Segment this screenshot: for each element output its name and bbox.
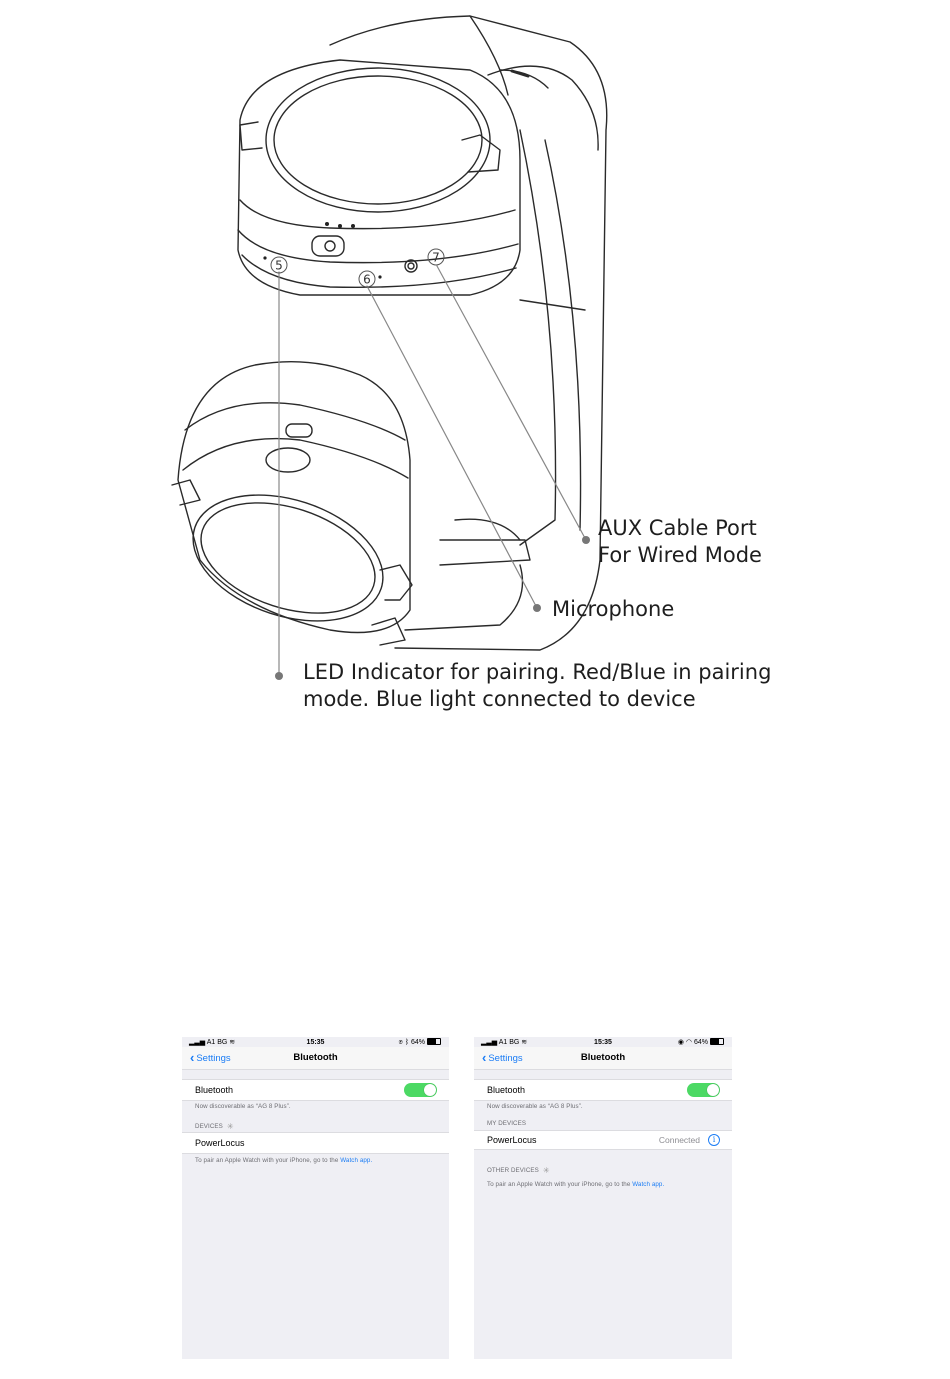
spinner-icon: ✳	[542, 1166, 550, 1175]
devices-section-header	[195, 1122, 234, 1131]
page-title: Bluetooth	[580, 1052, 626, 1063]
battery-icon	[710, 1038, 724, 1045]
discoverable-note: Now discoverable as “AG 8 Plus”.	[487, 1103, 583, 1110]
device-name: PowerLocus	[487, 1135, 537, 1145]
nav-bar	[474, 1047, 732, 1070]
device-status: Connected	[658, 1135, 700, 1145]
chevron-left-icon: ‹	[190, 1050, 195, 1065]
wifi-icon: ≋	[521, 1039, 528, 1046]
device-row-powerlocus[interactable]	[182, 1132, 449, 1154]
battery-icon	[427, 1038, 441, 1045]
bluetooth-screen-connected	[474, 1037, 732, 1359]
part-number-6: 6	[363, 272, 371, 287]
bluetooth-label: Bluetooth	[487, 1085, 526, 1095]
headband	[330, 16, 607, 650]
lower-ear-cup	[172, 362, 412, 645]
aux-callout-dot	[582, 536, 590, 544]
page-title: Bluetooth	[293, 1052, 338, 1063]
bluetooth-toggle[interactable]	[687, 1083, 720, 1097]
bluetooth-toggle-row	[182, 1079, 449, 1101]
headphones-icon: ◠	[685, 1039, 693, 1046]
device-name: PowerLocus	[195, 1138, 245, 1148]
chevron-left-icon: ‹	[482, 1050, 487, 1065]
back-button-label: Settings	[196, 1053, 231, 1064]
signal-icon: ▂▃▅	[481, 1039, 498, 1046]
microphone-callout: Microphone	[552, 597, 675, 621]
apple-watch-note	[487, 1181, 664, 1188]
part-number-7: 7	[432, 250, 440, 265]
nav-bar	[182, 1047, 449, 1070]
apple-watch-text: To pair an Apple Watch with your iPhone, go to the	[195, 1157, 339, 1164]
discoverable-note: Now discoverable as “AG 8 Plus”.	[195, 1103, 291, 1110]
bluetooth-toggle-row	[474, 1079, 732, 1101]
aux-callout-line1: AUX Cable Port	[598, 516, 757, 540]
status-time: 15:35	[594, 1039, 612, 1046]
aux-port-callout	[598, 515, 762, 569]
battery-percent: 64%	[693, 1039, 708, 1046]
carrier-label: A1 BG	[206, 1039, 228, 1046]
signal-icon: ▂▃▅	[189, 1039, 206, 1046]
led-callout-dot	[275, 672, 283, 680]
led-callout-line2: mode. Blue light connected to device	[303, 687, 696, 711]
bluetooth-screen-pairing	[182, 1037, 449, 1359]
bluetooth-icon: ᛒ	[404, 1039, 410, 1046]
device-row-powerlocus[interactable]	[474, 1130, 732, 1150]
location-icon: ◉	[398, 1039, 403, 1046]
carrier-label: A1 BG	[498, 1039, 520, 1046]
led-callout-line1: LED Indicator for pairing. Red/Blue in pairing	[303, 660, 772, 684]
devices-header-label: DEVICES	[195, 1123, 223, 1130]
watch-app-link[interactable]: Watch app.	[632, 1181, 665, 1188]
mic-callout-dot	[533, 604, 541, 612]
watch-app-link[interactable]: Watch app.	[340, 1157, 373, 1164]
bluetooth-label: Bluetooth	[195, 1085, 234, 1095]
part-number-5: 5	[275, 258, 283, 273]
back-button-label: Settings	[488, 1053, 523, 1064]
bluetooth-toggle[interactable]	[404, 1083, 437, 1097]
aux-callout-line2: For Wired Mode	[598, 543, 762, 567]
led-indicator-callout	[303, 659, 771, 713]
wifi-icon: ≋	[229, 1039, 236, 1046]
leader-lines	[279, 266, 586, 676]
battery-percent: 64%	[410, 1039, 425, 1046]
status-time: 15:35	[306, 1039, 325, 1046]
other-devices-label: OTHER DEVICES	[487, 1167, 539, 1174]
location-icon: ◉	[677, 1039, 684, 1046]
other-devices-section-header	[487, 1166, 550, 1175]
info-icon[interactable]: i	[708, 1134, 720, 1146]
spinner-icon: ✳	[226, 1122, 234, 1131]
apple-watch-note	[195, 1157, 372, 1164]
apple-watch-text: To pair an Apple Watch with your iPhone, go to the	[487, 1181, 631, 1188]
my-devices-section-header: MY DEVICES	[487, 1120, 527, 1127]
